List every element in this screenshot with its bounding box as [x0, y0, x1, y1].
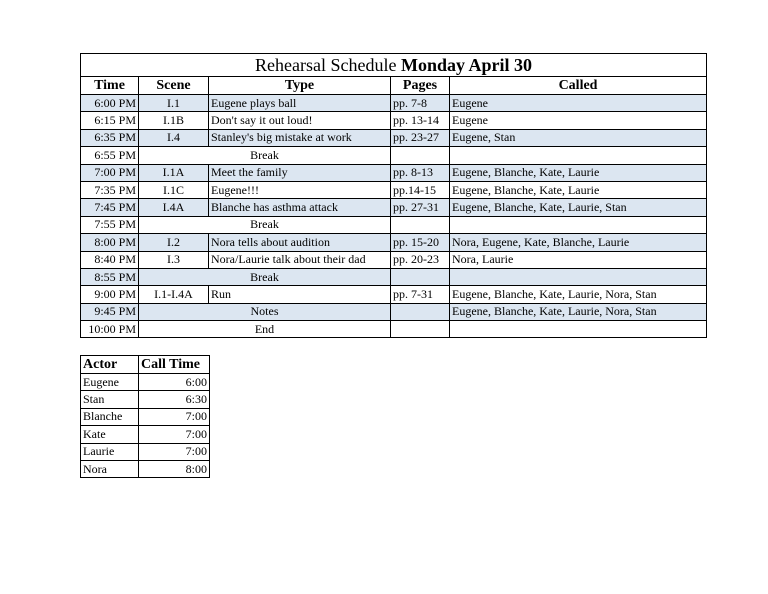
- actor-call-time: 7:00: [139, 443, 210, 460]
- row-time: 9:45 PM: [81, 303, 139, 320]
- row-pages: pp.14-15: [391, 181, 450, 198]
- row-pages: pp. 7-31: [391, 286, 450, 303]
- row-time: 6:55 PM: [81, 147, 139, 164]
- header-actor: Actor: [81, 356, 139, 374]
- table-row: [81, 164, 707, 181]
- row-pages: [391, 268, 450, 285]
- row-called: Nora, Laurie: [450, 251, 707, 268]
- actor-name: Stan: [81, 391, 139, 408]
- row-scene: I.4A: [139, 199, 209, 216]
- row-called: Eugene, Blanche, Kate, Laurie, Stan: [450, 199, 707, 216]
- row-called: Eugene, Blanche, Kate, Laurie: [450, 181, 707, 198]
- row-called: [450, 268, 707, 285]
- call-times-header-row: [81, 356, 210, 374]
- table-row: [81, 181, 707, 198]
- rehearsal-schedule-table: [80, 53, 707, 338]
- row-scene: I.1B: [139, 112, 209, 129]
- table-row: [81, 268, 707, 285]
- table-row: [81, 321, 707, 338]
- row-type: Nora/Laurie talk about their dad: [209, 251, 391, 268]
- row-time: 7:00 PM: [81, 164, 139, 181]
- header-scene: Scene: [139, 77, 209, 95]
- schedule-title-row: [81, 54, 707, 77]
- row-pages: pp. 27-31: [391, 199, 450, 216]
- row-time: 7:45 PM: [81, 199, 139, 216]
- row-time: 7:35 PM: [81, 181, 139, 198]
- schedule-header-row: [81, 77, 707, 95]
- header-called: Called: [450, 77, 707, 95]
- row-time: 9:00 PM: [81, 286, 139, 303]
- row-scene: I.4: [139, 129, 209, 146]
- table-row: [81, 234, 707, 251]
- row-pages: [391, 147, 450, 164]
- row-called: Eugene, Stan: [450, 129, 707, 146]
- actor-call-time: 7:00: [139, 408, 210, 425]
- row-time: 6:35 PM: [81, 129, 139, 146]
- table-row: [81, 426, 210, 443]
- row-time: 7:55 PM: [81, 216, 139, 233]
- actor-name: Kate: [81, 426, 139, 443]
- header-pages: Pages: [391, 77, 450, 95]
- row-pages: pp. 13-14: [391, 112, 450, 129]
- call-times-table: [80, 355, 210, 478]
- row-time: 8:55 PM: [81, 268, 139, 285]
- row-called: [450, 216, 707, 233]
- row-called: Eugene, Blanche, Kate, Laurie, Nora, Stan: [450, 303, 707, 320]
- row-pages: pp. 8-13: [391, 164, 450, 181]
- schedule-body: [81, 95, 707, 338]
- row-time: 6:00 PM: [81, 95, 139, 112]
- schedule-title-plain: Rehearsal Schedule: [255, 55, 401, 75]
- row-break-label: Break: [139, 268, 391, 285]
- row-pages: pp. 20-23: [391, 251, 450, 268]
- call-times-body: [81, 374, 210, 478]
- row-break-label: Break: [139, 216, 391, 233]
- row-type: Eugene plays ball: [209, 95, 391, 112]
- row-pages: pp. 15-20: [391, 234, 450, 251]
- table-row: [81, 391, 210, 408]
- row-type: Nora tells about audition: [209, 234, 391, 251]
- actor-name: Laurie: [81, 443, 139, 460]
- actor-name: Eugene: [81, 374, 139, 391]
- table-row: [81, 199, 707, 216]
- row-time: 6:15 PM: [81, 112, 139, 129]
- table-row: [81, 216, 707, 233]
- row-time: 8:40 PM: [81, 251, 139, 268]
- actor-call-time: 7:00: [139, 426, 210, 443]
- row-type: Meet the family: [209, 164, 391, 181]
- row-called: Eugene, Blanche, Kate, Laurie: [450, 164, 707, 181]
- schedule-title: [81, 54, 707, 77]
- row-called: Nora, Eugene, Kate, Blanche, Laurie: [450, 234, 707, 251]
- table-row: [81, 408, 210, 425]
- table-row: [81, 303, 707, 320]
- row-time: 8:00 PM: [81, 234, 139, 251]
- header-type: Type: [209, 77, 391, 95]
- row-pages: [391, 303, 450, 320]
- table-row: [81, 443, 210, 460]
- row-break-label: Break: [139, 147, 391, 164]
- table-row: [81, 147, 707, 164]
- row-type: Eugene!!!: [209, 181, 391, 198]
- row-break-label: End: [139, 321, 391, 338]
- row-pages: pp. 7-8: [391, 95, 450, 112]
- header-time: Time: [81, 77, 139, 95]
- table-row: [81, 95, 707, 112]
- row-scene: I.3: [139, 251, 209, 268]
- actor-call-time: 6:00: [139, 374, 210, 391]
- row-called: [450, 321, 707, 338]
- row-scene: I.1A: [139, 164, 209, 181]
- table-row: [81, 286, 707, 303]
- row-called: Eugene: [450, 95, 707, 112]
- row-type: Blanche has asthma attack: [209, 199, 391, 216]
- actor-call-time: 6:30: [139, 391, 210, 408]
- table-row: [81, 251, 707, 268]
- schedule-title-date: Monday April 30: [400, 55, 532, 75]
- row-scene: I.1C: [139, 181, 209, 198]
- actor-call-time: 8:00: [139, 460, 210, 477]
- table-row: [81, 374, 210, 391]
- row-type: Run: [209, 286, 391, 303]
- row-pages: pp. 23-27: [391, 129, 450, 146]
- table-row: [81, 460, 210, 477]
- row-pages: [391, 321, 450, 338]
- row-pages: [391, 216, 450, 233]
- table-row: [81, 129, 707, 146]
- row-time: 10:00 PM: [81, 321, 139, 338]
- table-row: [81, 112, 707, 129]
- row-called: Eugene, Blanche, Kate, Laurie, Nora, Stan: [450, 286, 707, 303]
- header-call-time: Call Time: [139, 356, 210, 374]
- row-called: Eugene: [450, 112, 707, 129]
- actor-name: Blanche: [81, 408, 139, 425]
- row-type: Don't say it out loud!: [209, 112, 391, 129]
- row-scene: I.1-I.4A: [139, 286, 209, 303]
- row-called: [450, 147, 707, 164]
- row-break-label: Notes: [139, 303, 391, 320]
- row-scene: I.2: [139, 234, 209, 251]
- row-scene: I.1: [139, 95, 209, 112]
- row-type: Stanley's big mistake at work: [209, 129, 391, 146]
- actor-name: Nora: [81, 460, 139, 477]
